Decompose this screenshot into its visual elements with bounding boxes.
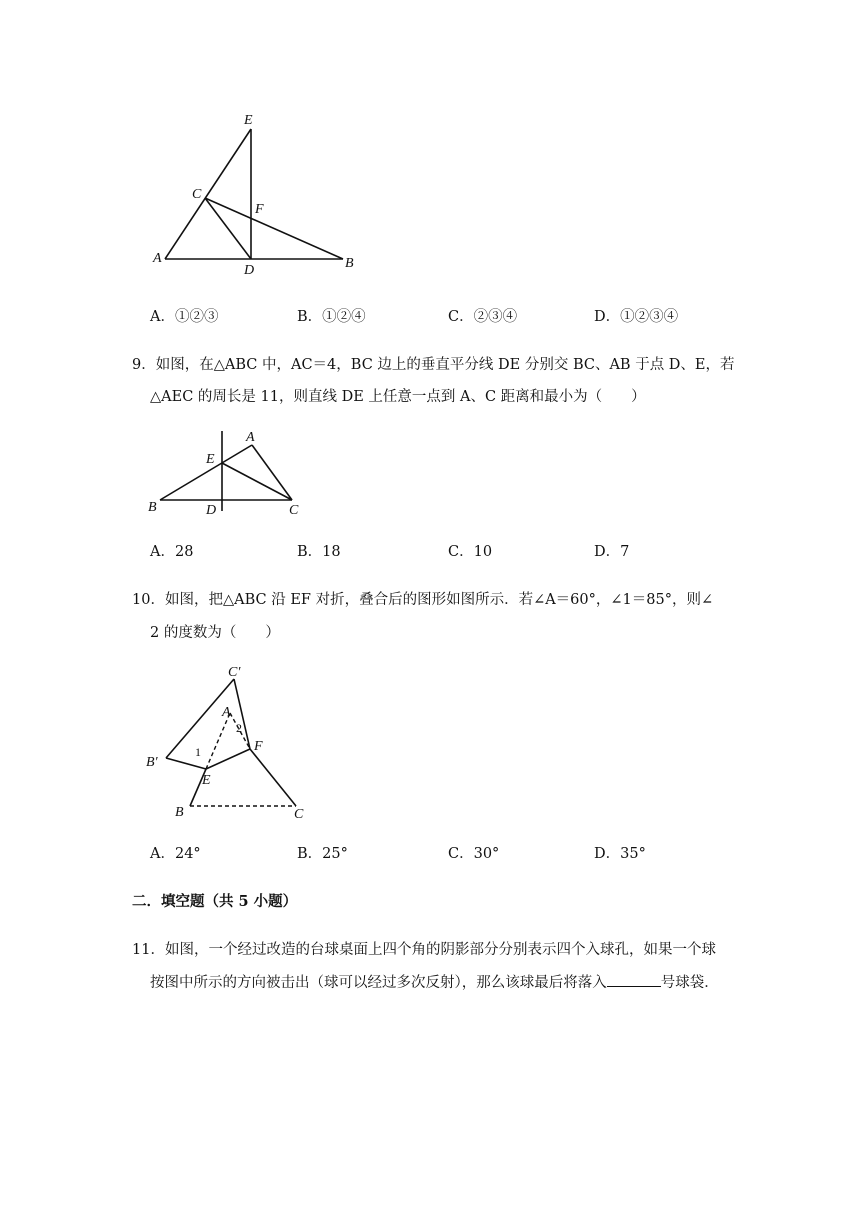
q9-option-a: A．28: [150, 544, 194, 560]
q10-option-b: B．25°: [297, 846, 348, 862]
label-A: A: [246, 430, 255, 445]
q11-text-2b: 号球袋．: [660, 975, 719, 991]
q9-number: 9．: [132, 357, 156, 373]
q10-number: 10．: [132, 592, 165, 608]
label-B: B: [148, 500, 157, 515]
label-A: A: [153, 251, 162, 266]
label-A: A: [222, 705, 231, 720]
label-B: B: [175, 805, 184, 820]
label-E: E: [206, 452, 215, 467]
label-C: C: [294, 807, 304, 822]
figure-q10: [140, 658, 320, 823]
label-E: E: [244, 113, 253, 128]
q9-line-2: △AEC 的周长是 11，则直线 DE 上任意一点到 A、C 距离和最小为（ ）: [150, 389, 646, 405]
q9-option-b: B．18: [297, 544, 341, 560]
label-angle-1: 1: [195, 745, 201, 759]
label-E: E: [202, 773, 211, 788]
q10-option-c: C．30°: [448, 846, 500, 862]
label-D: D: [244, 263, 255, 278]
q11-answer-blank[interactable]: [607, 972, 661, 987]
q11-line-2: [150, 972, 719, 993]
q9-text-1: 如图，在△ABC 中，AC＝4，BC 边上的垂直平分线 DE 分别交 BC、AB 于点 D、E，若: [155, 357, 735, 373]
q8-option-a: A．①②③: [150, 309, 219, 325]
label-D: D: [206, 503, 217, 518]
q9-line-1: [132, 355, 735, 375]
label-C: C: [289, 503, 299, 518]
q10-option-d: D．35°: [594, 846, 646, 862]
label-angle-2: 2: [236, 721, 242, 735]
q10-line-1: [132, 590, 713, 610]
label-F: F: [255, 202, 264, 217]
q11-text-2a: 按图中所示的方向被击出（球可以经过多次反射），那么该球最后将落入: [150, 975, 607, 991]
q10-text-1: 如图，把△ABC 沿 EF 对折，叠合后的图形如图所示．若∠A＝60°，∠1＝85°，则∠: [164, 592, 714, 608]
q11-text-1: 如图，一个经过改造的台球桌面上四个角的阴影部分分别表示四个入球孔，如果一个球: [164, 942, 716, 958]
q8-option-d: D．①②③④: [594, 309, 679, 325]
q11-line-1: [132, 940, 716, 960]
label-B: B: [345, 256, 354, 271]
figure-q8: [140, 108, 380, 278]
label-C: C: [192, 187, 202, 202]
q11-number: 11．: [132, 942, 165, 958]
q9-option-c: C．10: [448, 544, 493, 560]
q8-option-c: C．②③④: [448, 309, 518, 325]
section-heading-fill-in: 二．填空题（共 5 小题）: [132, 893, 298, 910]
label-B-prime: B′: [146, 755, 158, 770]
q8-option-b: B．①②④: [297, 309, 366, 325]
q10-option-a: A．24°: [150, 846, 201, 862]
figure-q9: [140, 425, 320, 520]
q9-option-d: D．7: [594, 544, 630, 560]
label-F: F: [254, 739, 263, 754]
q10-line-2: 2 的度数为（ ）: [150, 625, 280, 641]
label-C-prime: C′: [228, 665, 241, 680]
